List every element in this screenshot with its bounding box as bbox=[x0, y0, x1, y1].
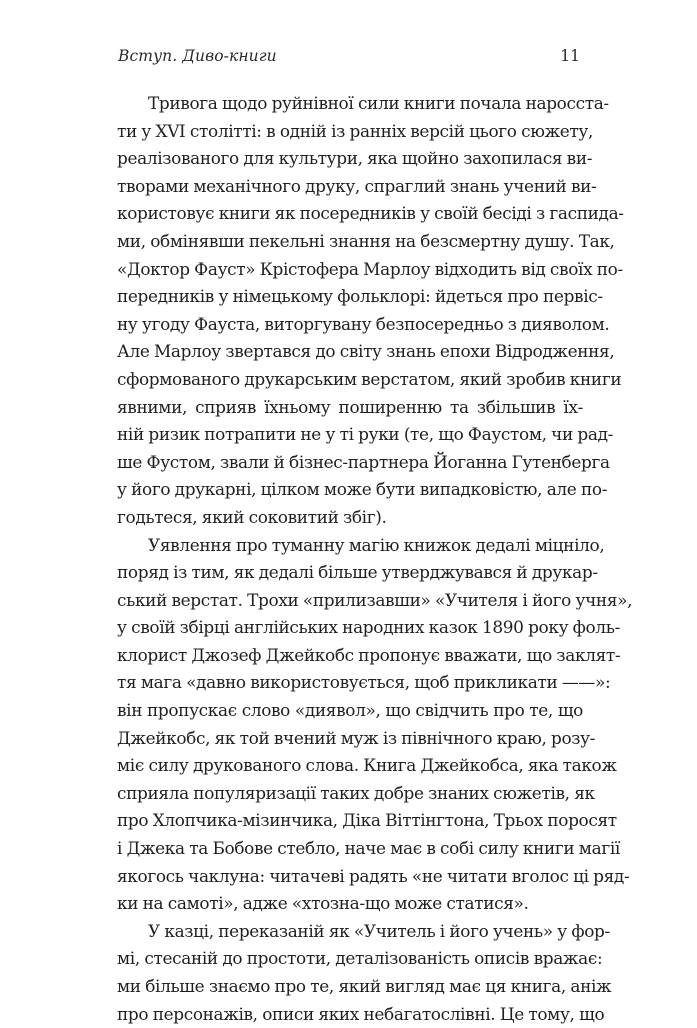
text-line: явними, сприяв їхньому поширенню та збільшив їх- bbox=[117, 396, 583, 417]
text-line: про персонажів, описи яких небагатослівні. Це тому, що bbox=[117, 1003, 605, 1024]
text-line: ній ризик потрапити не у ті руки (те, що Фаустом, чи рад- bbox=[117, 424, 613, 445]
text-line: у своїй збірці англійських народних казок 1890 року фоль- bbox=[117, 617, 620, 638]
text-line: сформованого друкарським верстатом, який зробив книги bbox=[117, 368, 622, 389]
text-line: Джейкобс, як той вчений муж із північного краю, розу- bbox=[117, 727, 596, 748]
text-line: реалізованого для культури, яка щойно захопилася ви- bbox=[117, 148, 593, 169]
body-text bbox=[117, 90, 633, 1028]
text-line: ми, обмінявши пекельні знання на безсмертну душу. Так, bbox=[117, 230, 615, 251]
page-number: 11 bbox=[560, 47, 580, 65]
text-line: творами механічного друку, спраглий знань учений ви- bbox=[117, 175, 597, 196]
text-line: ти у XVI столітті: в одній із ранніх версій цього сюжету, bbox=[117, 120, 594, 141]
text-line: у його друкарні, цілком може бути випадковістю, але по- bbox=[117, 479, 608, 500]
text-line: ський верстат. Трохи «прилизавши» «Учителя і його учня», bbox=[117, 589, 633, 610]
text-line: годьтеся, який соковитий збіг). bbox=[117, 506, 387, 527]
running-head-title: Вступ. Диво-книги bbox=[118, 47, 277, 65]
text-line: клорист Джозеф Джейкобс пропонує вважати, що заклят- bbox=[117, 644, 621, 665]
text-line: ше Фустом, звали й бізнес-партнера Йоганна Гутенберга bbox=[117, 451, 610, 472]
text-line: Але Марлоу звертався до світу знань епохи Відродження, bbox=[117, 341, 615, 362]
text-line: ки на самоті», адже «хтозна-що може статися». bbox=[117, 893, 529, 914]
text-line: тя мага «давно використовується, щоб прикликати ——»: bbox=[117, 672, 611, 693]
text-line: користовує книги як посередників у своїй бесіді з гаспида- bbox=[117, 203, 624, 224]
text-line: поряд із тим, як дедалі більше утверджувався й друкар- bbox=[117, 562, 598, 583]
text-line: міє силу друкованого слова. Книга Джейкобса, яка також bbox=[117, 755, 617, 776]
text-line: ну угоду Фауста, виторгувану безпосередньо з дияволом. bbox=[117, 313, 610, 334]
text-line: ми більше знаємо про те, який вигляд має ця книга, аніж bbox=[117, 976, 612, 996]
text-line: про Хлопчика-мізинчика, Діка Віттінгтона, Трьох поросят bbox=[117, 810, 617, 831]
text-line: Тривога щодо руйнівної сили книги почала наросста- bbox=[148, 93, 609, 113]
text-line: сприяла популяризації таких добре знаних сюжетів, як bbox=[117, 782, 595, 803]
text-line: мі, стесаній до простоти, деталізованість описів вражає: bbox=[117, 948, 603, 969]
text-line: У казці, переказаній як «Учитель і його учень» у фор- bbox=[148, 920, 610, 941]
text-line: він пропускає слово «диявол», що свідчить про те, що bbox=[117, 700, 583, 721]
text-line: «Доктор Фауст» Крістофера Марлоу відходить від своїх по- bbox=[117, 258, 623, 279]
text-line: передників у німецькому фольклорі: йдеться про первіс- bbox=[117, 286, 603, 307]
text-line: Уявлення про туманну магію книжок дедалі міцніло, bbox=[148, 534, 605, 555]
text-line: якогось чаклуна: читачеві радять «не читати вголос ці ряд- bbox=[117, 865, 630, 886]
text-line: і Джека та Бобове стебло, наче має в собі силу книги магії bbox=[117, 838, 620, 859]
